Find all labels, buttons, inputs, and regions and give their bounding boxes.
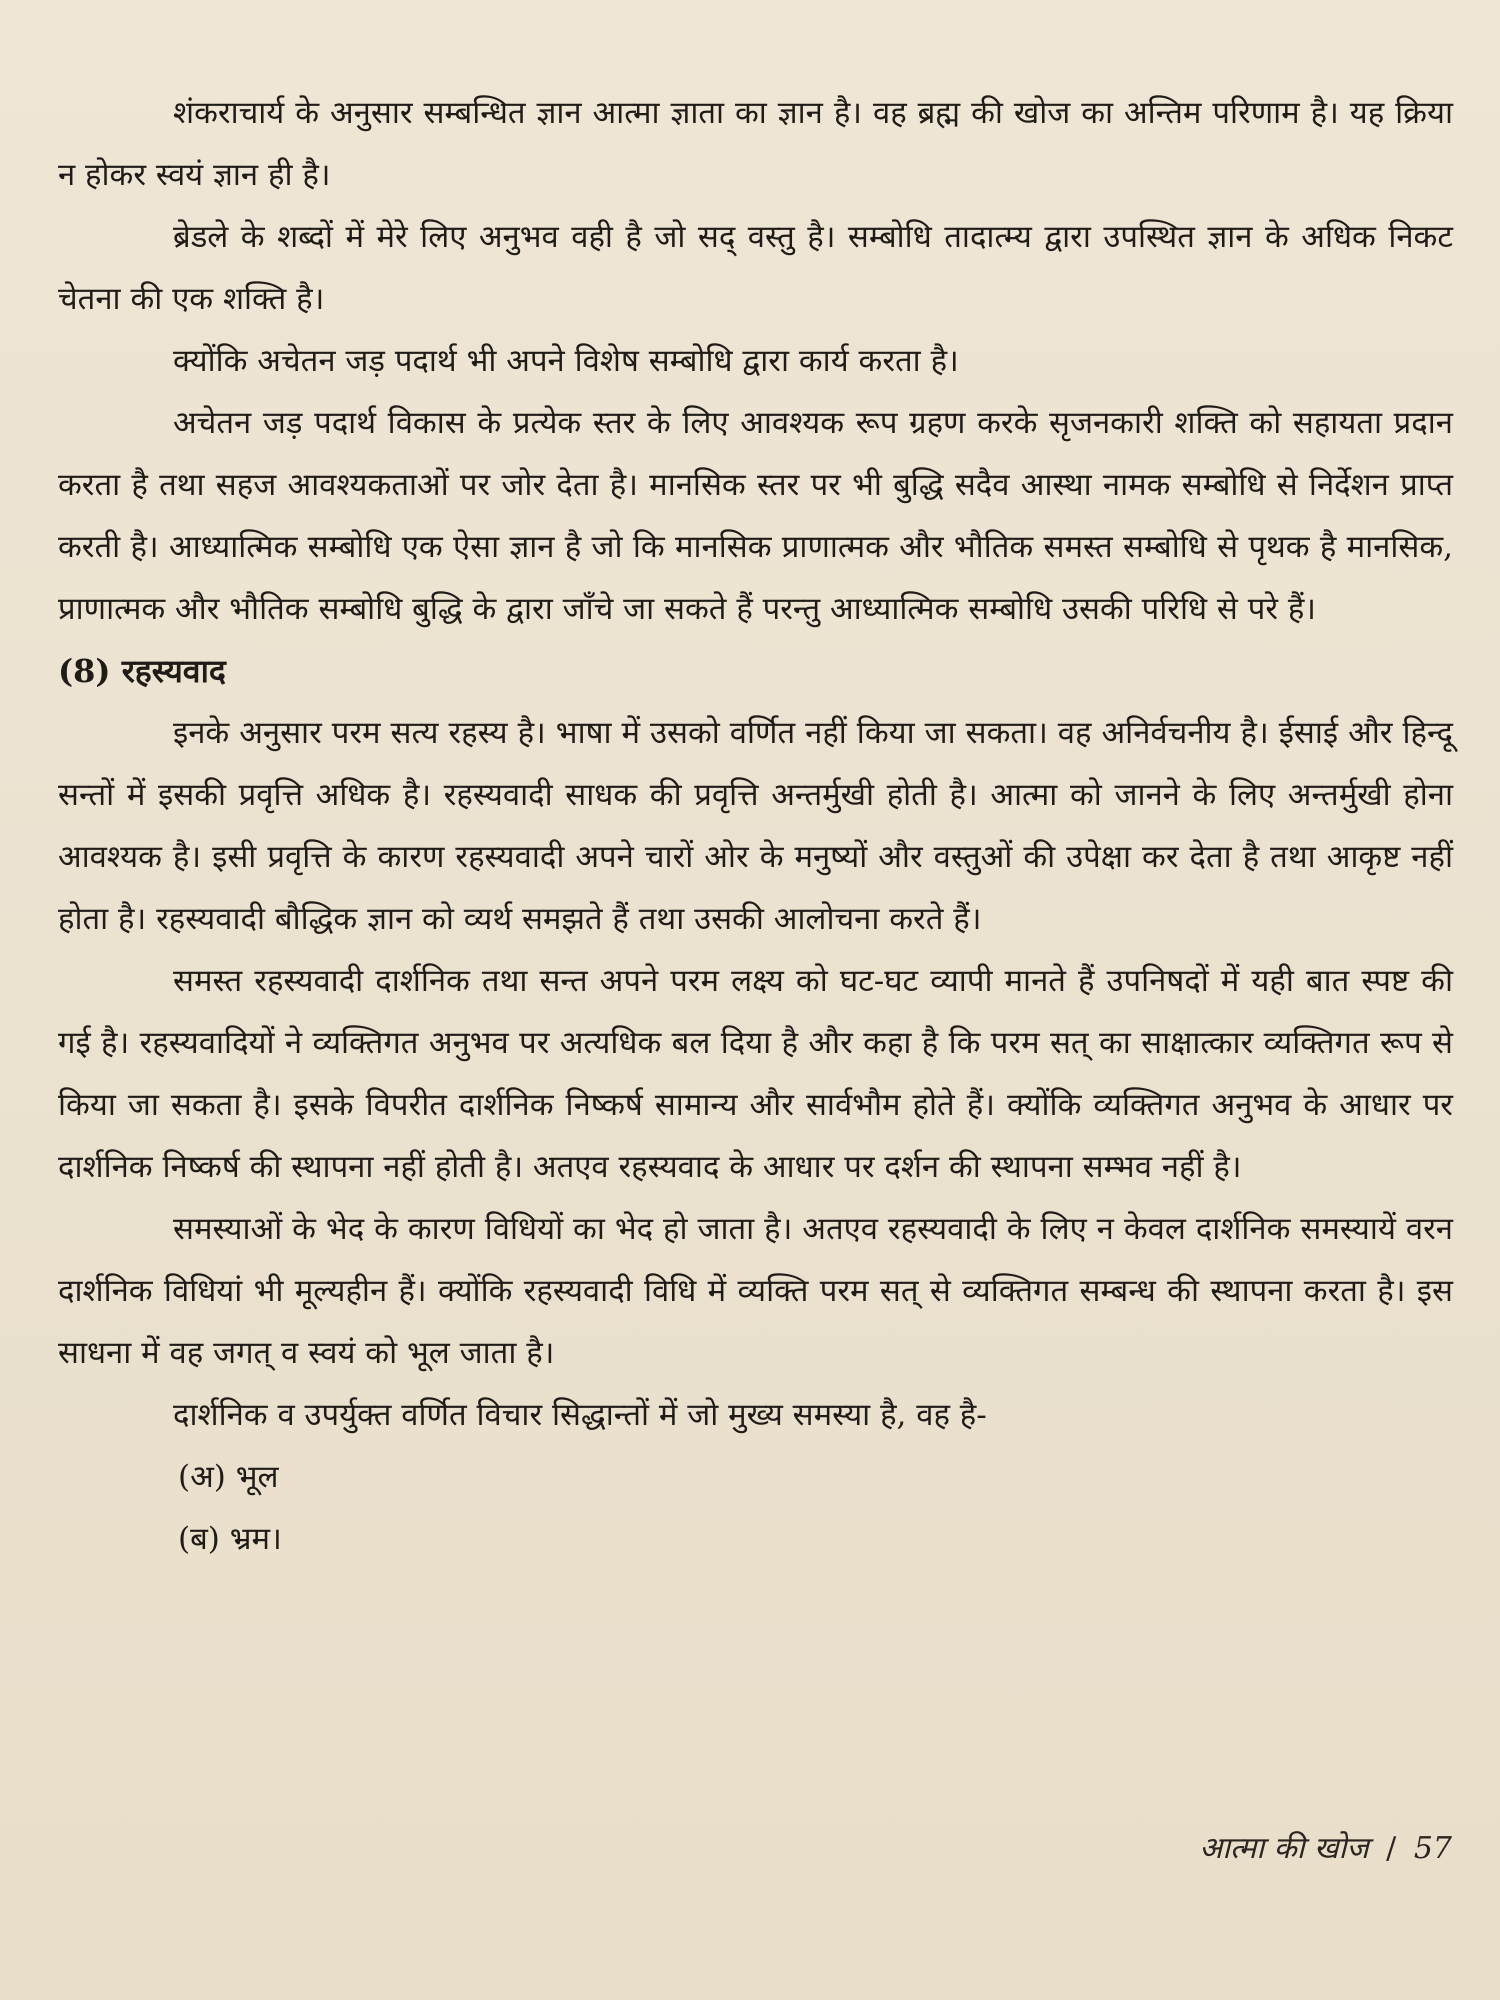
body-text [58,82,1453,1570]
list-item: (अ) भूल [178,1459,279,1495]
paragraph: ब्रेडले के शब्दों में मेरे लिए अनुभव वही है जो सद् वस्तु है। सम्बोधि तादात्म्य द्वारा उपस्थित ज्ञान के अधिक निकट चेतना की एक शक्ति है। [58,219,1453,317]
section-heading: (8) रहस्यवाद [58,652,226,690]
page-number: 57 [1413,1831,1452,1866]
paragraph: समस्याओं के भेद के कारण विधियों का भेद हो जाता है। अतएव रहस्यवादी के लिए न केवल दार्शनिक समस्यायें वरन दार्शनिक विधियां भी मूल्यहीन हैं। क्योंकि रहस्यवादी विधि में व्यक्ति परम सत् से व्यक्तिगत सम्बन्ध की स्थापना करता है। इस साधना में वह जगत् व स्वयं को भूल जाता है। [58,1211,1453,1371]
paragraph: अचेतन जड़ पदार्थ विकास के प्रत्येक स्तर के लिए आवश्यक रूप ग्रहण करके सृजनकारी शक्ति को सहायता प्रदान करता है तथा सहज आवश्यकताओं पर जोर देता है। मानसिक स्तर पर भी बुद्धि सदैव आस्था नामक सम्बोधि से निर्देशन प्राप्त करती है। आध्यात्मिक सम्बोधि एक ऐसा ज्ञान है जो कि मानसिक प्राणात्मक और भौतिक समस्त सम्बोधि से पृथक है मानसिक, प्राणात्मक और भौतिक सम्बोधि बुद्धि के द्वारा जाँचे जा सकते हैं परन्तु आध्यात्मिक सम्बोधि उसकी परिधि से परे हैं। [58,405,1453,627]
paragraph: इनके अनुसार परम सत्य रहस्य है। भाषा में उसको वर्णित नहीं किया जा सकता। वह अनिर्वचनीय है। ईसाई और हिन्दू सन्तों में इसकी प्रवृत्ति अधिक है। रहस्यवादी साधक की प्रवृत्ति अन्तर्मुखी होती है। आत्मा को जानने के लिए अन्तर्मुखी होना आवश्यक है। इसी प्रवृत्ति के कारण रहस्यवादी अपने चारों ओर के मनुष्यों और वस्तुओं की उपेक्षा कर देता है तथा आकृष्ट नहीं होता है। रहस्यवादी बौद्धिक ज्ञान को व्यर्थ समझते हैं तथा उसकी आलोचना करते हैं। [58,715,1453,937]
paragraph: शंकराचार्य के अनुसार सम्बन्धित ज्ञान आत्मा ज्ञाता का ज्ञान है। वह ब्रह्म की खोज का अन्तिम परिणाम है। यह क्रिया न होकर स्वयं ज्ञान ही है। [58,95,1453,193]
paragraph: क्योंकि अचेतन जड़ पदार्थ भी अपने विशेष सम्बोधि द्वारा कार्य करता है। [173,343,959,379]
list-item: (ब) भ्रम। [178,1521,282,1557]
paragraph: दार्शनिक व उपर्युक्त वर्णित विचार सिद्धान्तों में जो मुख्य समस्या है, वह है- [173,1397,987,1433]
footer-separator: / [1386,1831,1397,1866]
paragraph: समस्त रहस्यवादी दार्शनिक तथा सन्त अपने परम लक्ष्य को घट-घट व्यापी मानते हैं उपनिषदों में यही बात स्पष्ट की गई है। रहस्यवादियों ने व्यक्तिगत अनुभव पर अत्यधिक बल दिया है और कहा है कि परम सत् का साक्षात्कार व्यक्तिगत रूप से किया जा सकता है। इसके विपरीत दार्शनिक निष्कर्ष सामान्य और सार्वभौम होते हैं। क्योंकि व्यक्तिगत अनुभव के आधार पर दार्शनिक निष्कर्ष की स्थापना नहीं होती है। अतएव रहस्यवाद के आधार पर दर्शन की स्थापना सम्भव नहीं है। [58,963,1453,1185]
page-footer [1199,1826,1452,1867]
running-title: आत्मा की खोज [1199,1831,1369,1866]
